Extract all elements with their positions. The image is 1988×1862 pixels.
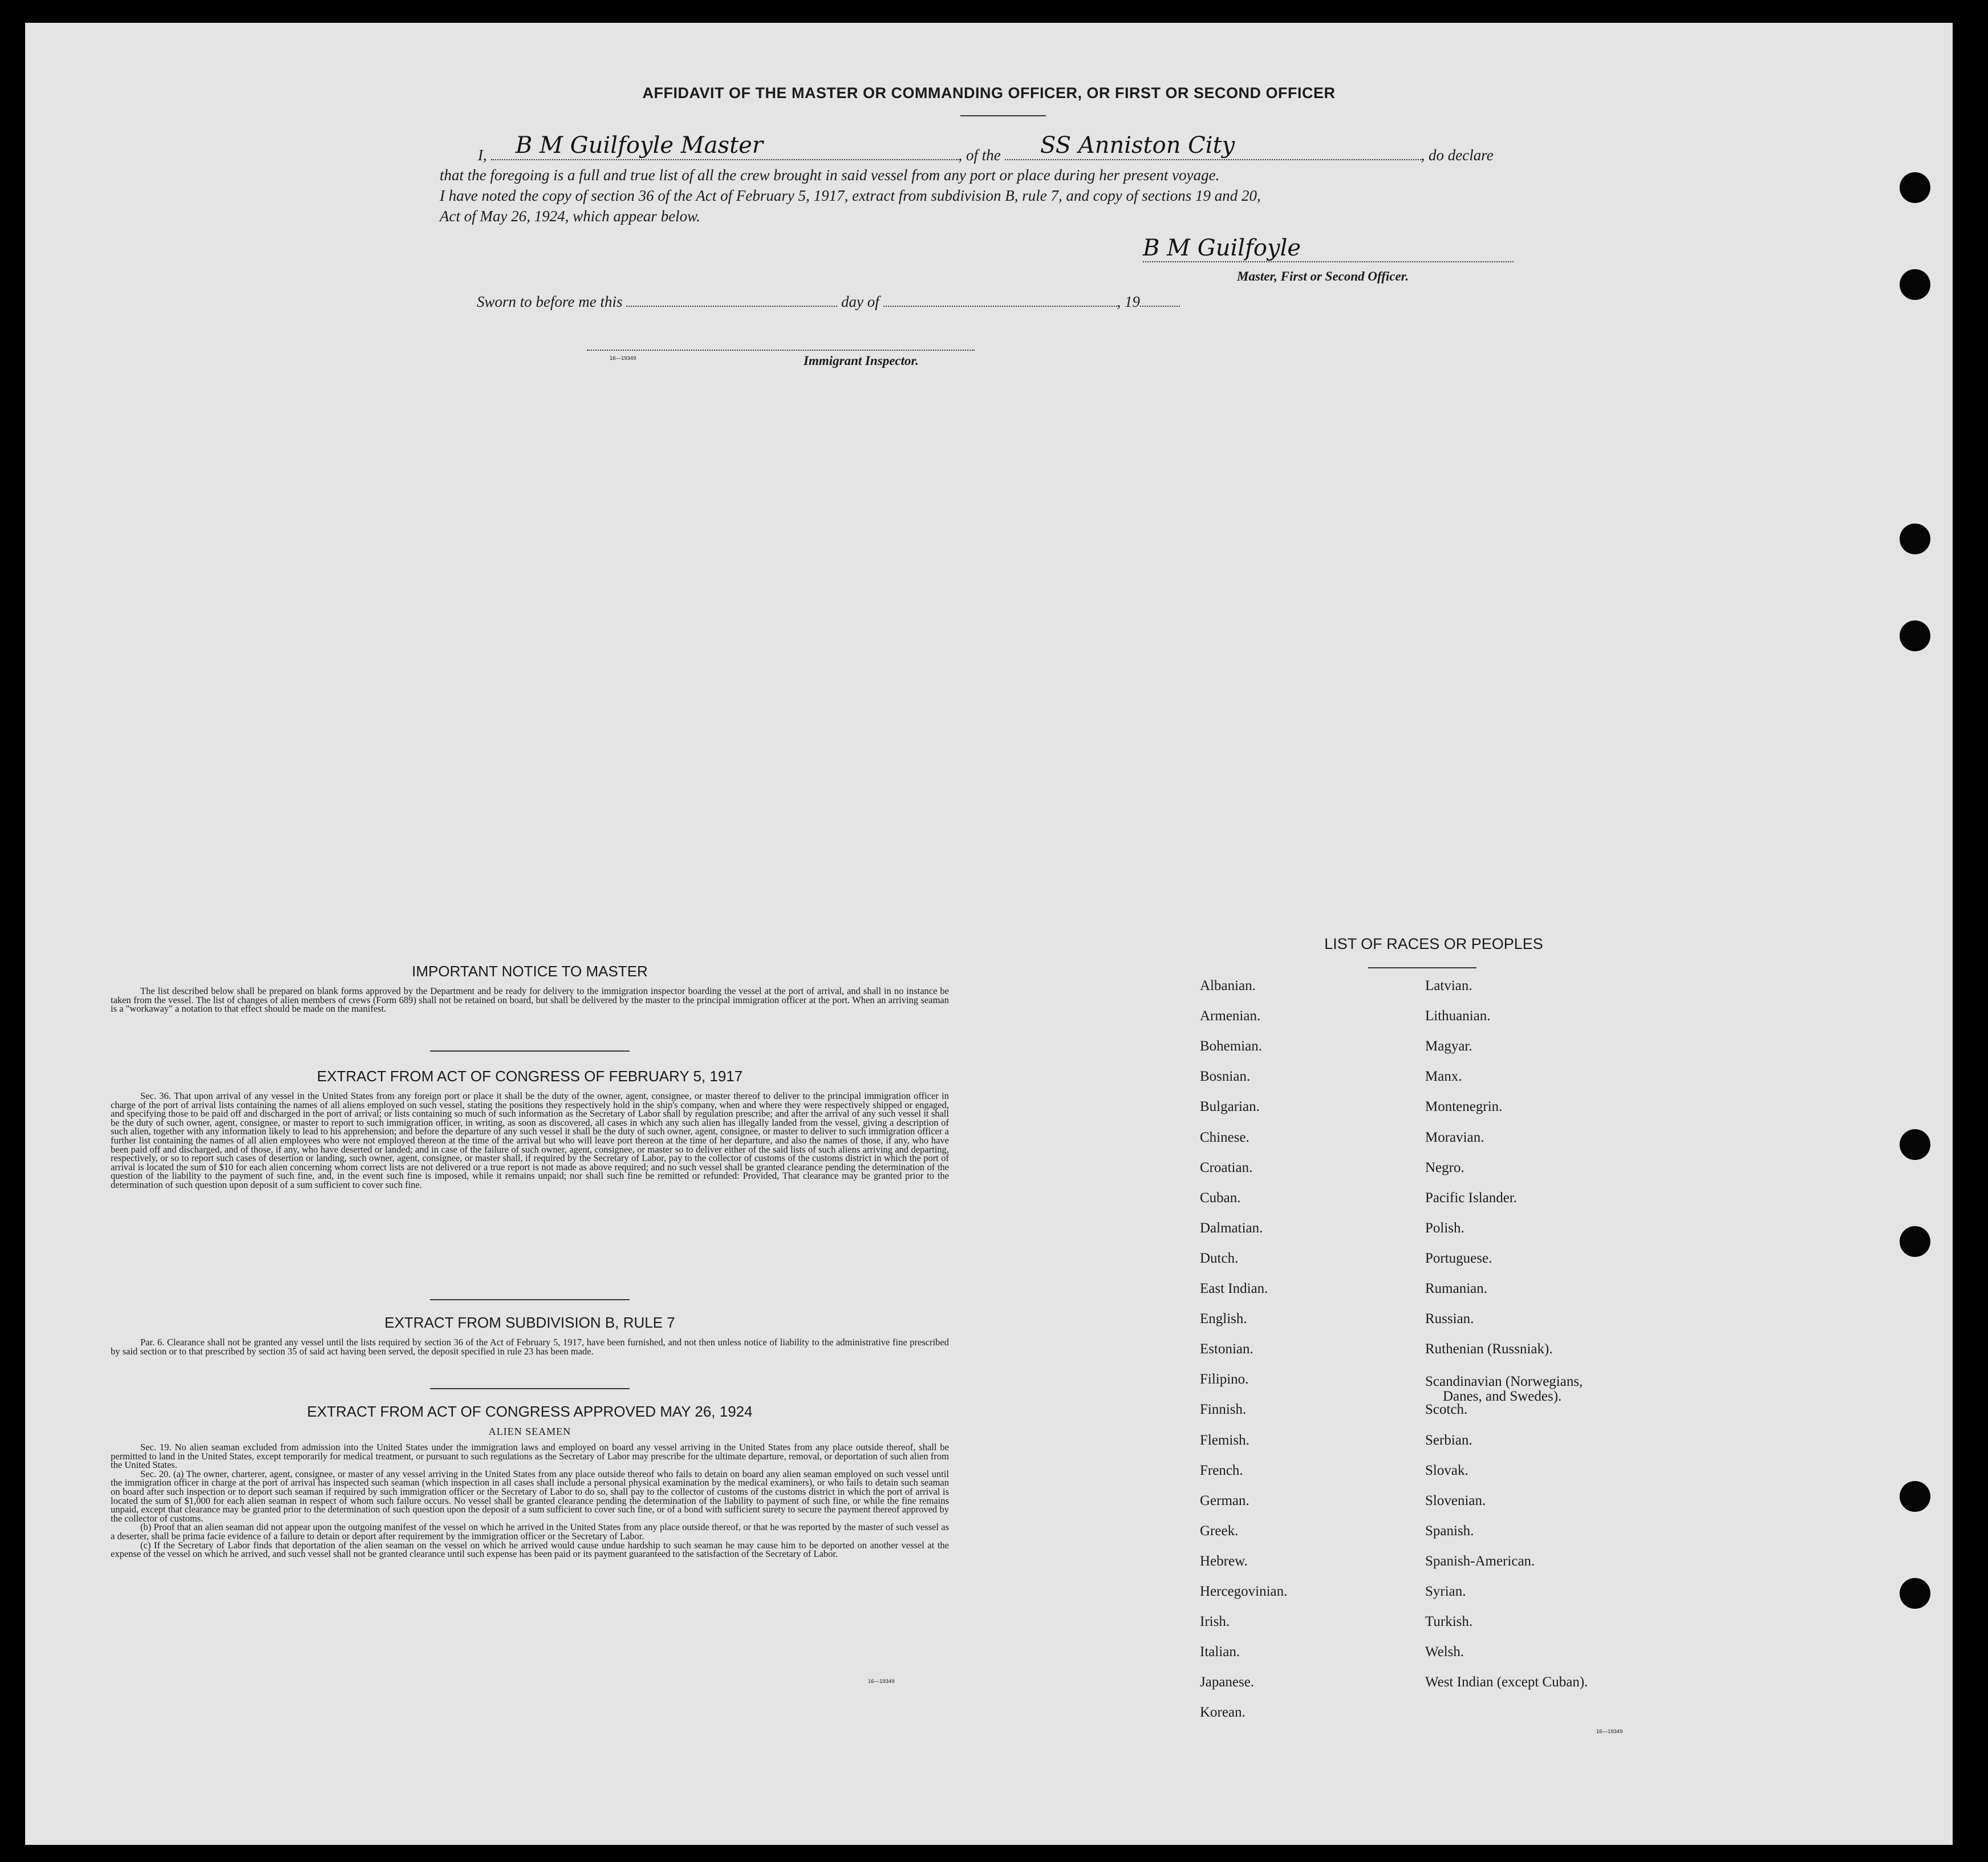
race-item: Scotch. — [1425, 1402, 1468, 1418]
vessel-name-field — [1005, 159, 1421, 160]
race-item: Spanish. — [1425, 1523, 1474, 1539]
inspector-caption: Immigrant Inspector. — [804, 354, 919, 368]
race-item: East Indian. — [1200, 1281, 1268, 1296]
race-item: Scandinavian (Norwegians, — [1425, 1374, 1583, 1390]
signature-caption: Master, First or Second Officer. — [1237, 269, 1409, 283]
race-item: Albanian. — [1200, 978, 1256, 993]
race-item: Hebrew. — [1200, 1553, 1248, 1569]
section-divider — [430, 1388, 630, 1389]
race-item: Latvian. — [1425, 978, 1472, 993]
punch-hole — [1900, 269, 1930, 300]
race-item: Flemish. — [1200, 1432, 1249, 1448]
race-item: Pacific Islander. — [1425, 1190, 1518, 1206]
race-item: French. — [1200, 1462, 1243, 1478]
affidavit-title: AFFIDAVIT OF THE MASTER OR COMMANDING OFFICER, OR FIRST OR SECOND OFFICER — [642, 84, 1336, 102]
do-declare-label: , do declare — [1421, 147, 1494, 164]
day-of-label: day of — [841, 293, 879, 310]
master-name-field — [491, 159, 959, 160]
races-divider — [1368, 967, 1476, 968]
race-item: Croatian. — [1200, 1159, 1253, 1175]
race-item: Cuban. — [1200, 1190, 1241, 1206]
sworn-year-field — [1140, 306, 1180, 307]
race-item: Portuguese. — [1425, 1250, 1492, 1266]
race-item: Manx. — [1425, 1069, 1462, 1085]
race-item: Slovenian. — [1425, 1492, 1486, 1508]
signature-handwritten: B M Guilfoyle — [1143, 235, 1301, 261]
affidavit-line-3: I have noted the copy of section 36 of the Act of February 5, 1917, extract from subdivision B, rule 7, and copy of sections 19 and 20, — [440, 187, 1261, 204]
race-item: Ruthenian (Russniak). — [1425, 1341, 1553, 1357]
form-sheet — [25, 23, 1953, 1845]
race-item: Armenian. — [1200, 1008, 1261, 1024]
race-item: Finnish. — [1200, 1402, 1247, 1418]
sworn-line — [477, 293, 1180, 311]
punch-hole — [1900, 172, 1930, 203]
race-item: Bosnian. — [1200, 1069, 1251, 1085]
race-item: Serbian. — [1425, 1432, 1472, 1448]
sec-20b-paragraph: (b) Proof that an alien seaman did not appear upon the outgoing manifest of the vessel on which he arrived in the United States from any place outside thereof, or that he was reported by the master of such vessel as a deserter, shall be prima facie evidence of a failure to detain or deport after requirement by the immigration officer or the Secretary of Labor. — [111, 1522, 949, 1541]
race-item: German. — [1200, 1492, 1249, 1508]
sec-20a-paragraph: Sec. 20. (a) The owner, charterer, agent, consignee, or master of any vessel arriving in the United States from any place outside thereof who fails to detain on board any alien seaman employed on such vessel until the immigration officer in charge at the port of arrival has inspected such seaman (which inspection in all cases shall include a personal physical examination by the medical examiners), or who fails to detain such seaman on board after such inspection or to deport such seaman if required by such immigration officer or the Secretary of Labor to do so, shall pay to the collector of customs of the customs district in which the port of arrival is located the sum of $1,000 for each alien seaman in respect of whom such failure occurs. No vessel shall be granted clearance pending the determination of the liability to payment of such fine, or while the fine remains unpaid, except that clearance may be granted prior to the determination of such question upon the deposit of a sum sufficient to cover such fine, or of a bond with sufficient surety to secure the payment thereof approved by the collector of customs. — [111, 1468, 949, 1524]
form-number: 16—19349 — [1596, 1729, 1623, 1735]
extract-1917-body — [111, 1092, 949, 1190]
race-item: Bulgarian. — [1200, 1099, 1260, 1115]
punch-hole — [1900, 1578, 1930, 1609]
race-item: Greek. — [1200, 1523, 1239, 1539]
race-item: Moravian. — [1425, 1129, 1484, 1145]
race-item: Russian. — [1425, 1311, 1474, 1327]
race-item: Welsh. — [1425, 1644, 1464, 1660]
race-item: Slovak. — [1425, 1462, 1468, 1478]
race-item: Estonian. — [1200, 1341, 1253, 1357]
punch-hole — [1900, 524, 1930, 554]
section-divider — [430, 1299, 630, 1300]
notice-body — [111, 987, 949, 1013]
race-item: Magyar. — [1425, 1038, 1472, 1054]
race-item: Dutch. — [1200, 1250, 1239, 1266]
race-item: Hercegovinian. — [1200, 1584, 1288, 1599]
section-divider — [430, 1050, 630, 1052]
par-6-paragraph: Par. 6. Clearance shall not be granted any vessel until the lists required by section 36 of the Act of February 5, 1917, have been furnished, and not then unless notice of liability to the administrative fine prescribed by said section or to that prescribed by section 35 of said act having been served, the deposit specified in rule 23 has been made. — [111, 1337, 949, 1357]
race-item: Chinese. — [1200, 1129, 1249, 1145]
race-item: Irish. — [1200, 1614, 1230, 1630]
races-title: LIST OF RACES OR PEOPLES — [1324, 935, 1543, 952]
sec-36-paragraph: Sec. 36. That upon arrival of any vessel in the United States from any foreign port or place it shall be the duty of the owner, agent, consignee, or master thereof to deliver to the principal immigration officer in charge of the port of arrival lists containing the names of all aliens employed on such vessel, stating the positions they respectively hold in the ship's company, when and where they were respectively shipped or engaged, and specifying those to be paid off and discharged in the port of arrival; or lists containing so much of such information as the Secretary of Labor shall by regulation prescribe; and after the arrival of any such vessel it shall be the duty of such owner, agent, consignee, or master to report to such immigration officer, in writing, as soon as discovered, all cases in which any such alien has illegally landed from the vessel, giving a description of such alien, together with any information likely to lead to his apprehension; and before the departure of any such vessel it shall be the duty of such owner, agent, consignee, or master to deliver to such immigration officer a further list containing the names of all alien employees who were not employed thereon at the time of the arrival but who will leave port thereon at the time of her departure, and also the names of those, if any, who have been paid off and discharged, and of those, if any, who have deserted or landed; and in case of the failure of such owner, agent, consignee, or master so to deliver either of the said lists of such aliens arriving and departing, respectively, or so to report such cases of desertion or landing, such owner, agent, consignee, or master shall, if required by the Secretary of Labor, pay to the collector of customs of the customs district in which the port of arrival is located the sum of $10 for each alien concerning whom correct lists are not delivered or a true report is not made as above required; and no such vessel shall be granted clearance pending the determination of the question of the liability to the payment of such fine, and, in the event such fine is imposed, while it remains unpaid; nor shall such fine be remitted or refunded: Provided, That clearance may be granted prior to the determination of such question upon deposit of a sum sufficient to cover such fine. — [111, 1090, 949, 1190]
year-label: , 19 — [1117, 293, 1140, 310]
race-item: Japanese. — [1200, 1674, 1255, 1690]
extract-rule7-title: EXTRACT FROM SUBDIVISION B, RULE 7 — [384, 1314, 675, 1331]
race-item: Spanish-American. — [1425, 1553, 1535, 1569]
affidavit-line-4: Act of May 26, 1924, which appear below. — [440, 208, 700, 225]
race-item: West Indian (except Cuban). — [1425, 1674, 1588, 1690]
punch-hole — [1900, 1129, 1930, 1160]
affidavit-line-2: that the foregoing is a full and true list of all the crew brought in said vessel from any port or place during her present voyage. — [440, 167, 1220, 184]
extract-1924-subtitle: ALIEN SEAMEN — [488, 1426, 571, 1437]
title-divider — [960, 115, 1046, 116]
sworn-label: Sworn to before me this — [477, 293, 623, 310]
race-item: Rumanian. — [1425, 1281, 1488, 1296]
race-item: Syrian. — [1425, 1584, 1466, 1599]
punch-hole — [1900, 1481, 1930, 1512]
race-item: Polish. — [1425, 1220, 1464, 1236]
extract-rule7-body — [111, 1338, 949, 1356]
race-item: Filipino. — [1200, 1372, 1249, 1388]
form-number: 16—19349 — [610, 355, 636, 362]
form-number: 16—19349 — [868, 1678, 895, 1685]
race-item: Dalmatian. — [1200, 1220, 1263, 1236]
vessel-name-handwritten: SS Anniston City — [1040, 132, 1235, 159]
punch-hole — [1900, 1226, 1930, 1257]
race-item: Korean. — [1200, 1705, 1245, 1721]
signature-line — [1143, 261, 1514, 262]
race-item: Bohemian. — [1200, 1038, 1263, 1054]
inspector-signature-line — [587, 350, 975, 351]
notice-title: IMPORTANT NOTICE TO MASTER — [412, 963, 648, 980]
race-item: Negro. — [1425, 1159, 1464, 1175]
race-item: Danes, and Swedes). — [1443, 1389, 1562, 1405]
race-item: Turkish. — [1425, 1614, 1473, 1630]
punch-hole — [1900, 620, 1930, 651]
notice-paragraph: The list described below shall be prepared on blank forms approved by the Department and be ready for delivery to the immigration inspector boarding the vessel at the port of arrival, and shall in no instance be taken from the vessel. The list of changes of alien members of crews (Form 689) shall not be retained on board, but shall be delivered by the master to the principal immigration officer at the port. When an arriving seaman is a "workaway" a notation to that effect should be made on the manifest. — [111, 985, 949, 1015]
sworn-month-field — [883, 306, 1117, 307]
i-label: I, — [478, 147, 487, 164]
race-item: Lithuanian. — [1425, 1008, 1491, 1024]
sec-19-paragraph: Sec. 19. No alien seaman excluded from admission into the United States under the immigration laws and employed on board any vessel arriving in the United States from any place outside thereof, shall be permitted to land in the United States, except temporarily for medical treatment, or pursuant to such regulations as the Secretary of Labor may prescribe for the ultimate departure, removal, or deportation of such alien from the United States. — [111, 1442, 949, 1471]
sec-20c-paragraph: (c) If the Secretary of Labor finds that deportation of the alien seaman on the vessel on which he arrived would cause undue hardship to such seaman he may cause him to be deported on another vessel at the expense of the vessel on which he arrived, and such vessel shall not be granted clearance until such expense has been paid or its payment guaranteed to the satisfaction of the Secretary of Labor. — [111, 1539, 949, 1560]
extract-1924-body — [111, 1443, 949, 1559]
race-item: Italian. — [1200, 1644, 1240, 1660]
extract-1917-title: EXTRACT FROM ACT OF CONGRESS OF FEBRUARY 5, 1917 — [317, 1068, 743, 1085]
sworn-day-field — [626, 306, 837, 307]
extract-1924-title: EXTRACT FROM ACT OF CONGRESS APPROVED MAY 26, 1924 — [307, 1403, 753, 1420]
race-item: Montenegrin. — [1425, 1099, 1503, 1115]
of-the-label: , of the — [958, 147, 1001, 164]
master-name-handwritten: B M Guilfoyle Master — [516, 132, 763, 159]
race-item: English. — [1200, 1311, 1247, 1327]
